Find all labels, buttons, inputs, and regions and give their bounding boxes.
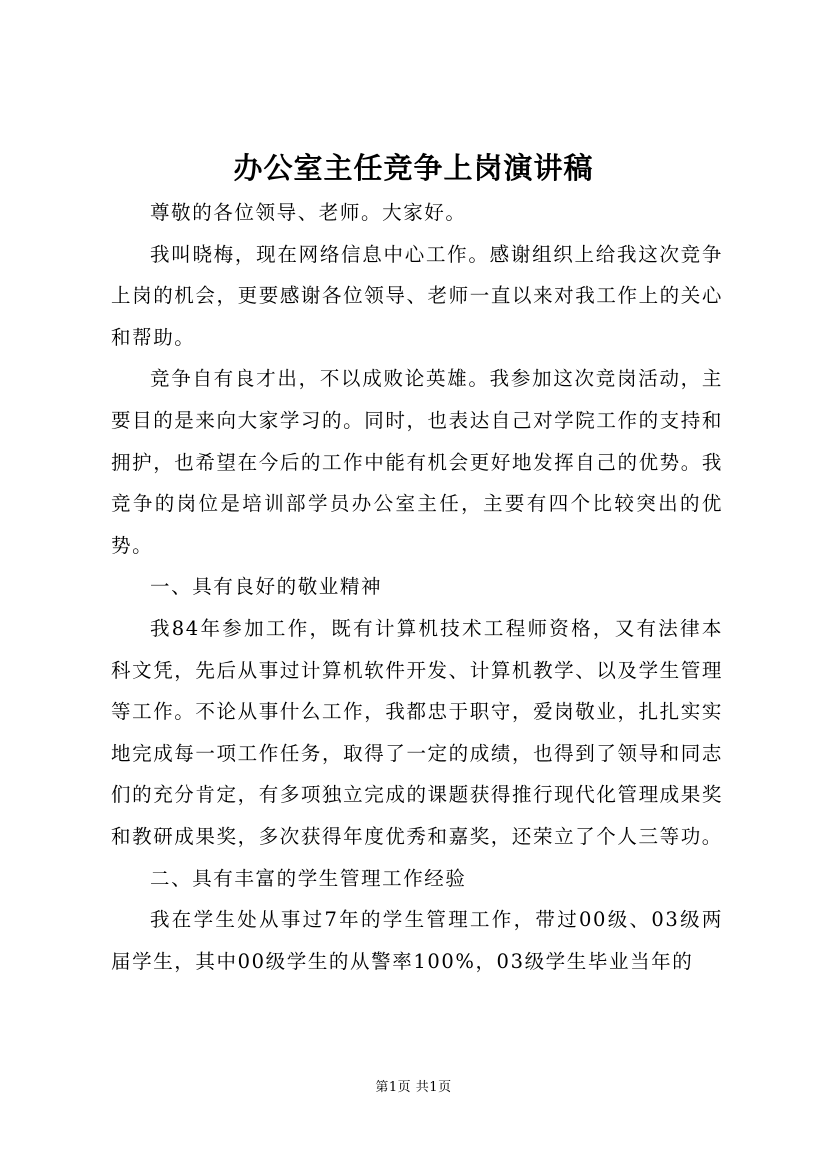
paragraph-section-2: 我在学生处从事过7年的学生管理工作，带过00级、03级两届学生，其中00级学生的从警率100%，03级学生毕业当年的 [111,908,723,973]
section-heading-2: 二、具有丰富的学生管理工作经验 [150,866,467,890]
paragraph-section-1: 我84年参加工作，既有计算机技术工程师资格，又有法律本科文凭，先后从事过计算机软件开发、计算机教学、以及学生管理等工作。不论从事什么工作，我都忠于职守，爱岗敬业，扎扎实实地完成每一项工作任务，取得了一定的成绩，也得到了领导和同志们的充分肯定，有多项独立完成的课题获得推行现代化管理成果奖和教研成果奖，多次获得年度优秀和嘉奖，还荣立了个人三等功。 [111,616,723,848]
page-number-footer: 第1页 共1页 [375,1080,452,1095]
paragraph-purpose: 竞争自有良才出，不以成败论英雄。我参加这次竞岗活动，主要目的是来向大家学习的。同时，也表达自己对学院工作的支持和拥护，也希望在今后的工作中能有机会更好地发挥自己的优势。我竞争的岗位是培训部学员办公室主任，主要有四个比较突出的优势。 [111,367,723,557]
paragraph-greeting: 尊敬的各位领导、老师。大家好。 [150,201,467,224]
document-body [111,192,723,982]
section-heading-1: 一、具有良好的敬业精神 [150,575,383,599]
document-title: 办公室主任竞争上岗演讲稿 [233,151,594,185]
paragraph-introduction: 我叫晓梅，现在网络信息中心工作。感谢组织上给我这次竞争上岗的机会，更要感谢各位领导、老师一直以来对我工作上的关心和帮助。 [111,242,723,349]
